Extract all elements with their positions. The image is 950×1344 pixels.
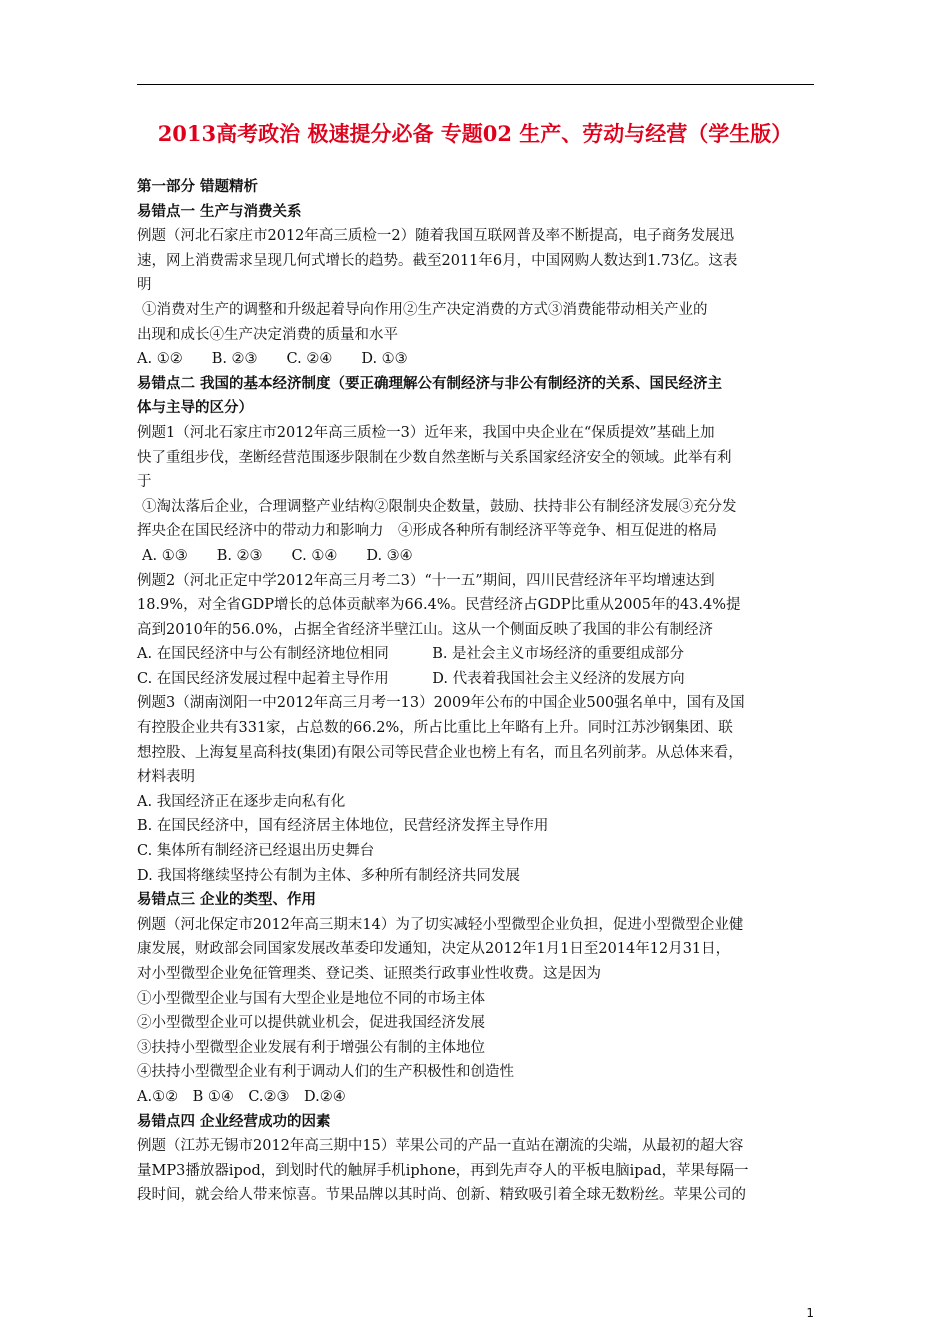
section-heading: 易错点三 企业的类型、作用 [137, 891, 317, 909]
text-line: 高到2010年的56.0%，占据全省经济半壁江山。这从一个侧面反映了我国的非公有制经济 [137, 621, 713, 638]
text-line: 想控股、上海复星高科技(集团)有限公司等民营企业也榜上有名，而且名列前茅。从总体来看， [137, 744, 743, 761]
text-line: 18.9%，对全省GDP增长的总体贡献率为66.4%。民营经济占GDP比重从2005年的43.4%提 [137, 597, 741, 614]
section-heading: 易错点二 我国的基本经济制度（要正确理解公有制经济与非公有制经济的关系、国民经济主 [137, 374, 723, 392]
text-line: B. 在国民经济中，国有经济居主体地位，民营经济发挥主导作用 [137, 818, 549, 835]
text-line: A.①② B ①④ C.②③ D.②④ [137, 1088, 346, 1105]
text-line: A. ①③ B. ②③ C. ①④ D. ③④ [142, 547, 413, 564]
text-line: 例题1（河北石家庄市2012年高三质检一3）近年来，我国中央企业在“保质提效”基础上加 [137, 424, 715, 441]
text-line: 有控股企业共有331家，占总数的66.2%，所占比重比上年略有上升。同时江苏沙钢集团、联 [137, 720, 733, 737]
text-line: 速，网上消费需求呈现几何式增长的趋势。截至2011年6月，中国网购人数达到1.73亿。这表 [137, 252, 738, 269]
section-heading: 易错点四 企业经营成功的因素 [137, 1112, 331, 1130]
text-line: ①淘汰落后企业，合理调整产业结构②限制央企数量，鼓励、扶持非公有制经济发展③充分发 [142, 498, 737, 515]
text-line: ①小型微型企业与国有大型企业是地位不同的市场主体 [137, 990, 485, 1007]
header-rule [137, 84, 814, 85]
text-line: D. 我国将继续坚持公有制为主体、多种所有制经济共同发展 [137, 867, 520, 884]
text-line: 例题（河北石家庄市2012年高三质检一2）随着我国互联网普及率不断提高，电子商务发展迅 [137, 228, 735, 245]
text-line: A. 我国经济正在逐步走向私有化 [137, 793, 346, 810]
page-number: 1 [806, 1306, 814, 1320]
text-line: 例题（河北保定市2012年高三期末14）为了切实减轻小型微型企业负担，促进小型微型企业健 [137, 916, 744, 933]
text-line: 于 [137, 474, 152, 491]
text-line: 例题2（河北正定中学2012年高三月考二3）“十一五”期间，四川民营经济年平均增速达到 [137, 572, 715, 589]
text-line: ④扶持小型微型企业有利于调动人们的生产积极性和创造性 [137, 1064, 514, 1081]
text-line: 量MP3播放器ipod，到划时代的触屏手机iphone，再到先声夺人的平板电脑ipad，苹果每隔一 [137, 1162, 749, 1179]
text-line: ③扶持小型微型企业发展有利于增强公有制的主体地位 [137, 1039, 485, 1056]
text-line: 挥央企在国民经济中的带动力和影响力 ④形成各种所有制经济平等竞争、相互促进的格局 [137, 523, 717, 540]
text-line: 段时间，就会给人带来惊喜。节果品牌以其时尚、创新、精致吸引着全球无数粉丝。苹果公司的 [137, 1187, 746, 1204]
text-line: 例题（江苏无锡市2012年高三期中15）苹果公司的产品一直站在潮流的尖端，从最初的超大容 [137, 1138, 744, 1155]
text-line: ②小型微型企业可以提供就业机会，促进我国经济发展 [137, 1015, 485, 1032]
section-heading: 体与主导的区分） [137, 399, 253, 417]
text-line: 快了重组步伐，垄断经营范围逐步限制在少数自然垄断与关系国家经济安全的领域。此举有利 [137, 449, 732, 466]
document-body [137, 175, 817, 1208]
text-line: 康发展，财政部会同国家发展改革委印发通知，决定从2012年1月1日至2014年12月31日， [137, 941, 731, 958]
section-heading: 易错点一 生产与消费关系 [137, 202, 302, 220]
text-line: 出现和成长④生产决定消费的质量和水平 [137, 326, 398, 343]
section-heading: 第一部分 错题精析 [137, 178, 259, 195]
text-line: 明 [137, 277, 152, 294]
text-line: ①消费对生产的调整和升级起着导向作用②生产决定消费的方式③消费能带动相关产业的 [142, 301, 708, 318]
text-line: 对小型微型企业免征管理类、登记类、证照类行政事业性收费。这是因为 [137, 966, 601, 982]
text-line: C. 集体所有制经济已经退出历史舞台 [137, 843, 375, 860]
text-line: 材料表明 [137, 769, 195, 786]
text-line: 例题3（湖南浏阳一中2012年高三月考一13）2009年公布的中国企业500强名单中，国有及国 [137, 695, 745, 712]
text-line: A. 在国民经济中与公有制经济地位相同 B. 是社会主义市场经济的重要组成部分 [137, 646, 685, 663]
page-title: 2013高考政治 极速提分必备 专题02 生产、劳动与经营（学生版） [157, 121, 793, 146]
text-line: C. 在国民经济发展过程中起着主导作用 D. 代表着我国社会主义经济的发展方向 [137, 670, 685, 687]
text-line: A. ①② B. ②③ C. ②④ D. ①③ [137, 351, 408, 368]
